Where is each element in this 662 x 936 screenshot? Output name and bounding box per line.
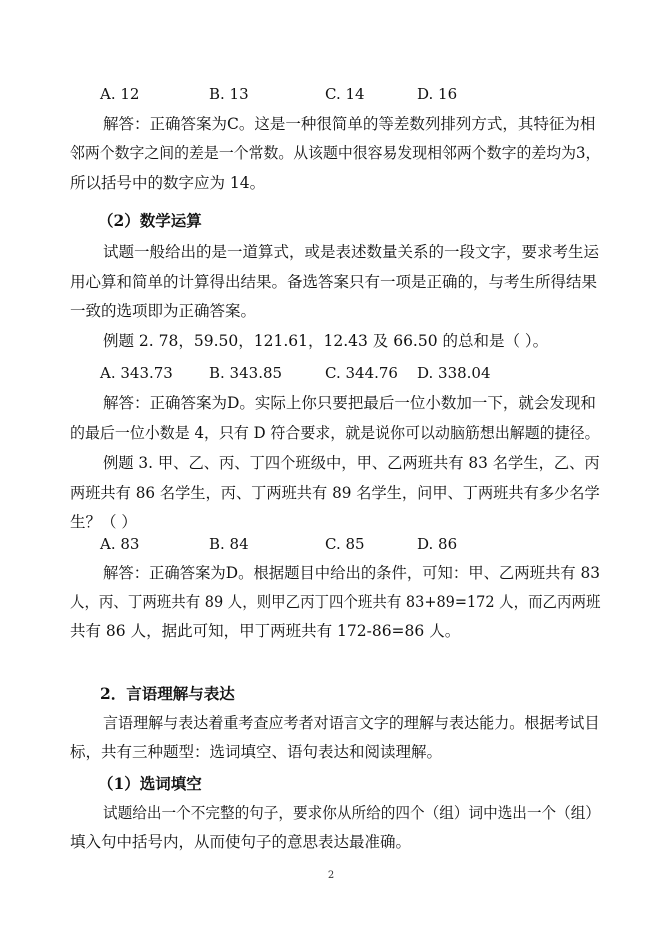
- example1-answer-line-2: 邻两个数字之间的差是一个常数。从该题中很容易发现相邻两个数字的差均为3，: [70, 144, 601, 162]
- option-d: D. 86: [417, 535, 458, 553]
- example2-options: [100, 363, 580, 383]
- option-b: B. 343.85: [209, 364, 283, 382]
- option-b: B. 84: [209, 535, 249, 553]
- language-intro-line-1: 言语理解与表达着重考查应考者对语言文字的理解与表达能力。根据考试目: [103, 714, 600, 732]
- language-intro-line-2: 标，共有三种题型：选词填空、语句表达和阅读理解。: [70, 743, 443, 761]
- option-c: C. 14: [325, 85, 365, 103]
- math-intro-line-2: 用心算和简单的计算得出结果。备选答案只有一项是正确的，与考生所得结果: [70, 273, 598, 291]
- option-a: A. 343.73: [100, 364, 173, 382]
- example3-options: [100, 534, 580, 554]
- option-a: A. 83: [100, 535, 140, 553]
- section-math-heading: （2）数学运算: [98, 211, 202, 230]
- math-intro-line-1: 试题一般给出的是一道算式，或是表述数量关系的一段文字，要求考生运: [103, 243, 600, 261]
- example1-options: [100, 84, 580, 104]
- fill-intro-line-2: 填入句中括号内，从而使句子的意思表达最准确。: [70, 833, 412, 851]
- example3-question-line-3: 生？（ ）: [70, 513, 137, 531]
- example3-answer-line-3: 共有 86 人，据此可知，甲丁两班共有 172-86=86 人。: [70, 622, 461, 640]
- option-b: B. 13: [209, 85, 249, 103]
- option-c: C. 85: [325, 535, 365, 553]
- page-number: 2: [327, 870, 335, 881]
- option-d: D. 16: [417, 85, 458, 103]
- example2-answer-line-1: 解答：正确答案为D。实际上你只要把最后一位小数加一下，就会发现和: [103, 394, 596, 412]
- option-c: C. 344.76: [325, 364, 398, 382]
- math-intro-line-3: 一致的选项即为正确答案。: [70, 302, 257, 320]
- example3-question-line-2: 两班共有 86 名学生，丙、丁两班共有 89 名学生，问甲、丁两班共有多少名学: [70, 484, 600, 502]
- section-language-heading: 2．言语理解与表达: [100, 684, 235, 703]
- option-a: A. 12: [100, 85, 140, 103]
- option-d: D. 338.04: [417, 364, 491, 382]
- example3-answer-line-1: 解答：正确答案为D。根据题目中给出的条件，可知：甲、乙两班共有 83: [103, 564, 601, 582]
- example1-answer-line-1: 解答：正确答案为C。这是一种很简单的等差数列排列方式，其特征为相: [103, 115, 596, 133]
- section-fill-heading: （1）选词填空: [98, 774, 202, 793]
- example3-question-line-1: 例题 3. 甲、乙、丙、丁四个班级中，甲、乙两班共有 83 名学生，乙、丙: [103, 454, 600, 472]
- example2-question: 例题 2. 78，59.50，121.61，12.43 及 66.50 的总和是（ ）。: [103, 332, 549, 350]
- example3-answer-line-2: 人，丙、丁两班共有 89 人，则甲乙丙丁四个班共有 83+89=172 人，而乙丙两班: [70, 593, 601, 611]
- example2-answer-line-2: 的最后一位小数是 4，只有 D 符合要求，就是说你可以动脑筋想出解题的捷径。: [70, 424, 600, 442]
- fill-intro-line-1: 试题给出一个不完整的句子，要求你从所给的四个（组）词中选出一个（组）: [103, 804, 601, 822]
- example1-answer-line-3: 所以括号中的数字应为 14。: [70, 174, 266, 192]
